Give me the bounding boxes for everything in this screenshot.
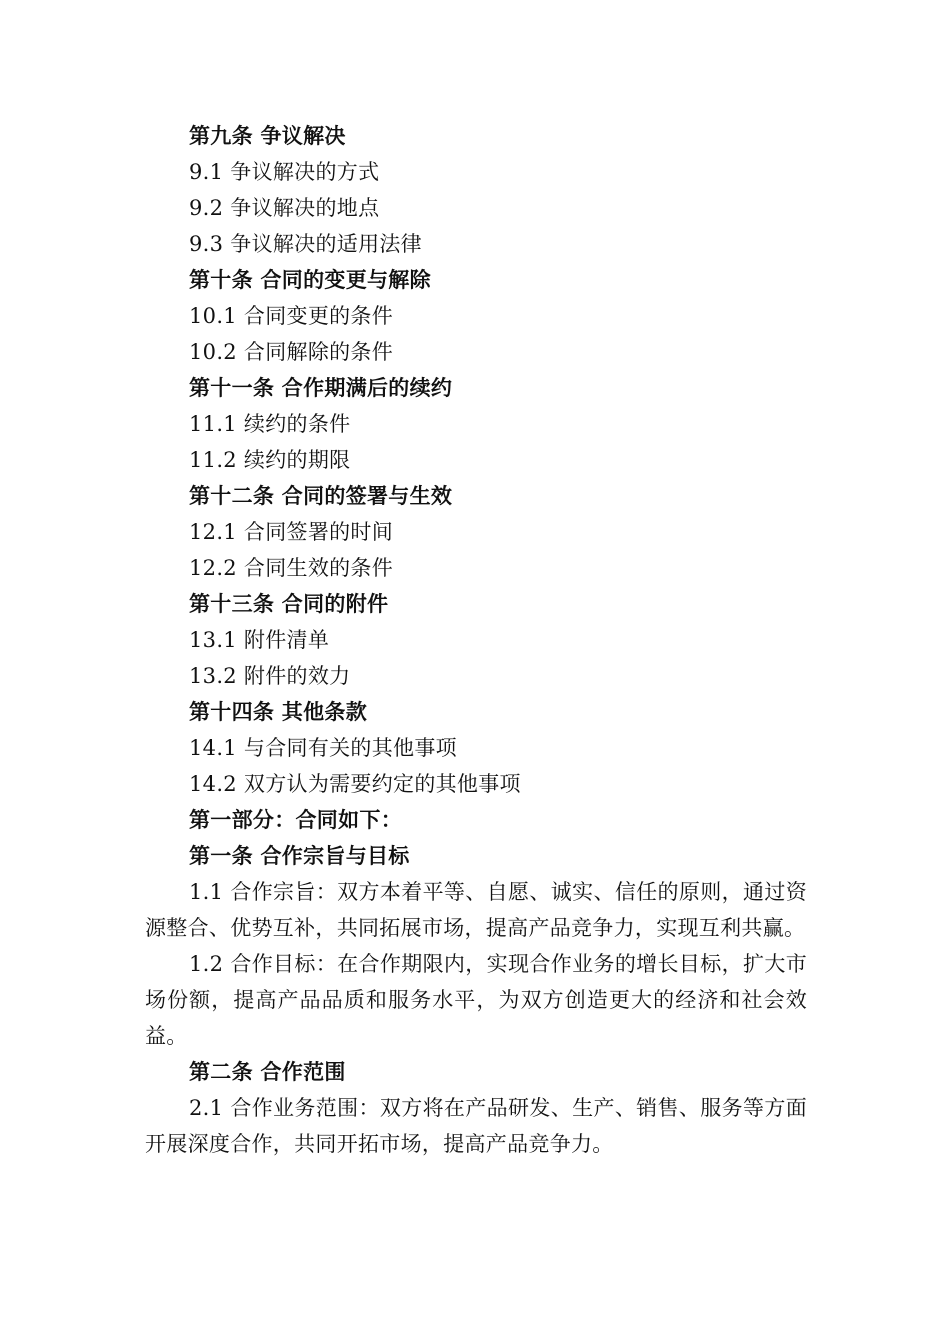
part-heading-1: 第一部分：合同如下： [189,808,402,832]
section-heading-13: 第十三条 合同的附件 [189,592,389,616]
clause-paragraph-1-2: 1.2 合作目标：在合作期限内，实现合作业务的增长目标，扩大市场份额，提高产品品质和服务水平，为双方创造更大的经济和社会效益。 [145,952,807,1048]
section-heading-14: 第十四条 其他条款 [189,700,368,724]
clause-item-12-1: 12.1 合同签署的时间 [189,520,394,544]
clause-item-14-2: 14.2 双方认为需要约定的其他事项 [189,772,521,796]
clause-item-14-1: 14.1 与合同有关的其他事项 [189,736,457,760]
section-heading-11: 第十一条 合作期满后的续约 [189,376,453,400]
section-heading-2: 第二条 合作范围 [189,1060,346,1084]
clause-item-11-1: 11.1 续约的条件 [189,412,351,436]
clause-item-13-1: 13.1 附件清单 [189,628,330,652]
section-heading-9: 第九条 争议解决 [189,124,346,148]
clause-item-13-2: 13.2 附件的效力 [189,664,351,688]
clause-paragraph-2-1: 2.1 合作业务范围：双方将在产品研发、生产、销售、服务等方面开展深度合作，共同开拓市场，提高产品竞争力。 [145,1096,807,1156]
clause-item-10-2: 10.2 合同解除的条件 [189,340,394,364]
clause-item-9-3: 9.3 争议解决的适用法律 [189,232,422,256]
document-body [145,118,807,1162]
section-heading-1: 第一条 合作宗旨与目标 [189,844,410,868]
clause-item-12-2: 12.2 合同生效的条件 [189,556,394,580]
section-heading-10: 第十条 合同的变更与解除 [189,268,431,292]
clause-item-11-2: 11.2 续约的期限 [189,448,351,472]
clause-paragraph-1-1: 1.1 合作宗旨：双方本着平等、自愿、诚实、信任的原则，通过资源整合、优势互补，共同拓展市场，提高产品竞争力，实现互利共赢。 [145,880,807,940]
section-heading-12: 第十二条 合同的签署与生效 [189,484,453,508]
clause-item-9-2: 9.2 争议解决的地点 [189,196,380,220]
clause-item-10-1: 10.1 合同变更的条件 [189,304,394,328]
clause-item-9-1: 9.1 争议解决的方式 [189,160,380,184]
